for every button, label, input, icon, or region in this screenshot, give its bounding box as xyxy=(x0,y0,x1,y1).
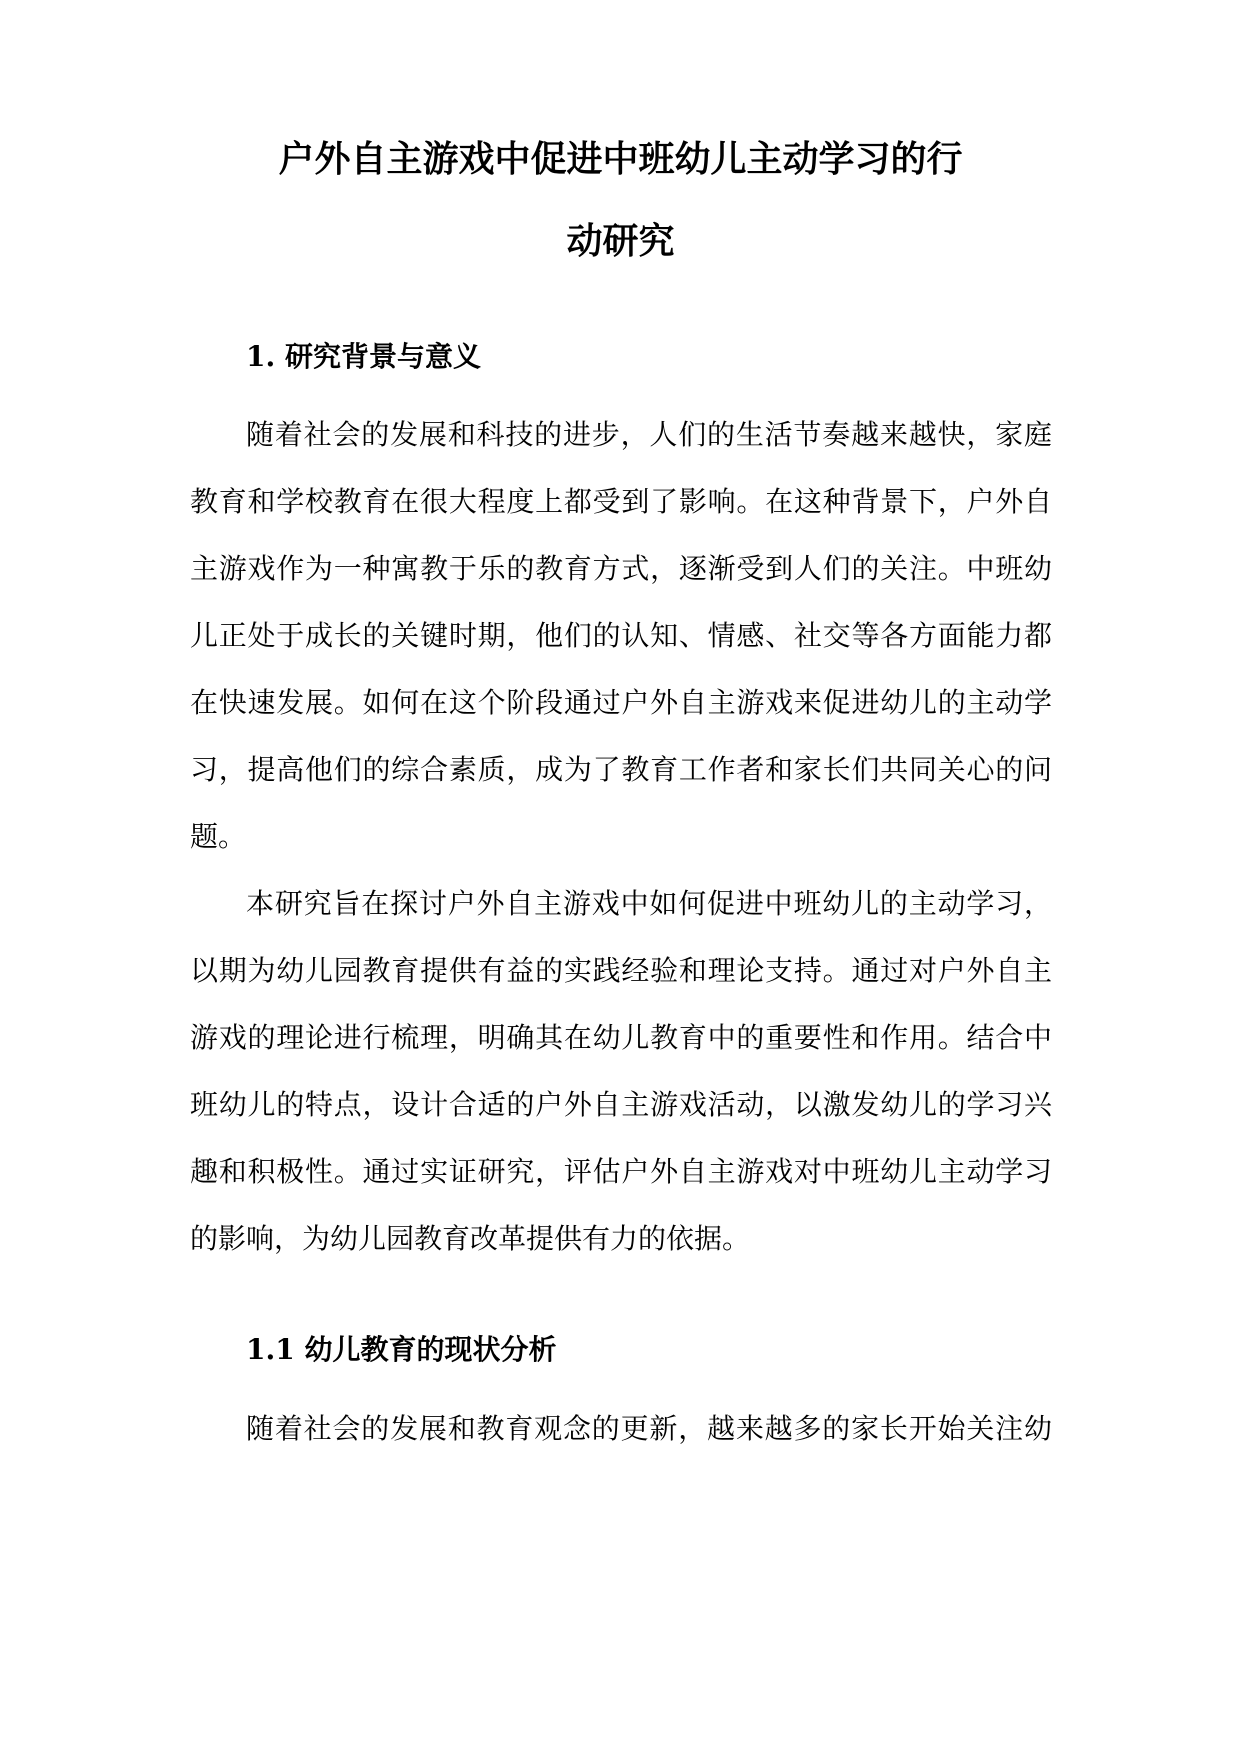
paragraph-line: 题。 xyxy=(190,820,247,853)
document-title-line-2: 动研究 xyxy=(566,220,675,262)
paragraph-line: 随着社会的发展和教育观念的更新，越来越多的家长开始关注幼 xyxy=(246,1412,1052,1445)
paragraph-line: 游戏的理论进行梳理，明确其在幼儿教育中的重要性和作用。结合中 xyxy=(190,1021,1052,1054)
paragraph-line: 班幼儿的特点，设计合适的户外自主游戏活动，以激发幼儿的学习兴 xyxy=(190,1088,1052,1121)
paragraph-line: 本研究旨在探讨户外自主游戏中如何促进中班幼儿的主动学习， xyxy=(246,887,1052,920)
paragraph-line: 主游戏作为一种寓教于乐的教育方式，逐渐受到人们的关注。中班幼 xyxy=(190,552,1052,585)
paragraph-line: 趣和积极性。通过实证研究，评估户外自主游戏对中班幼儿主动学习 xyxy=(190,1155,1052,1188)
paragraph-line: 随着社会的发展和科技的进步，人们的生活节奏越来越快，家庭 xyxy=(246,418,1052,451)
paragraph-line: 习，提高他们的综合素质，成为了教育工作者和家长们共同关心的问 xyxy=(190,753,1052,786)
paragraph-line: 以期为幼儿园教育提供有益的实践经验和理论支持。通过对户外自主 xyxy=(190,954,1052,987)
section-heading-1-1: 1.1 幼儿教育的现状分析 xyxy=(246,1333,557,1366)
section-heading-1: 1. 研究背景与意义 xyxy=(246,340,481,373)
paragraph-line: 教育和学校教育在很大程度上都受到了影响。在这种背景下，户外自 xyxy=(190,485,1052,518)
paragraph-line: 儿正处于成长的关键时期，他们的认知、情感、社交等各方面能力都 xyxy=(190,619,1052,652)
document-title-line-1: 户外自主游戏中促进中班幼儿主动学习的行 xyxy=(278,138,963,180)
paragraph-line: 在快速发展。如何在这个阶段通过户外自主游戏来促进幼儿的主动学 xyxy=(190,686,1052,719)
paragraph-line: 的影响，为幼儿园教育改革提供有力的依据。 xyxy=(190,1222,751,1255)
